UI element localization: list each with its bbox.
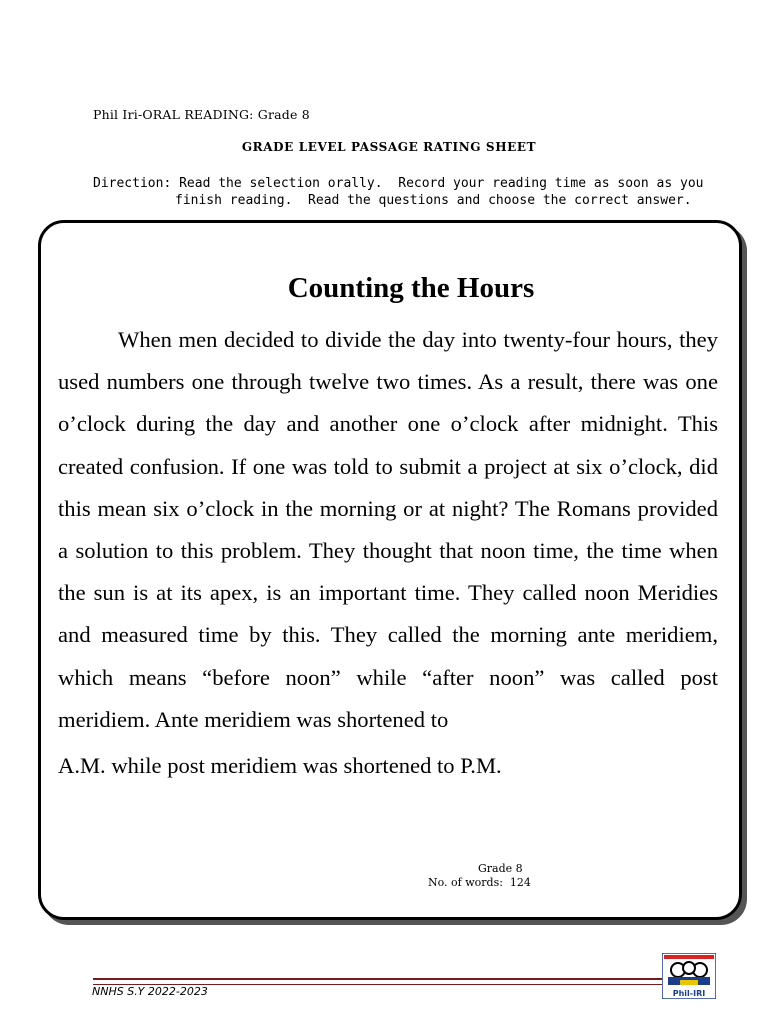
phil-iri-logo-icon — [662, 953, 716, 999]
logo-text: Phil-IRI — [672, 989, 706, 998]
passage-title: Counting the Hours — [287, 272, 535, 304]
passage-meta — [428, 862, 558, 890]
footer-school-year: NNHS S.Y 2022-2023 — [92, 985, 208, 998]
direction-line-1: Direction: Read the selection orally. Record your reading time as soon as you — [93, 176, 704, 191]
passage-last-line: A.M. while post meridiem was shortened to P.M. — [58, 753, 502, 779]
grade-label: Grade 8 — [478, 862, 523, 875]
sheet-title: GRADE LEVEL PASSAGE RATING SHEET — [241, 140, 537, 154]
passage-text — [58, 319, 718, 787]
direction — [93, 175, 703, 209]
direction-line-2: finish reading. Read the questions and choose the correct answer. — [175, 193, 692, 208]
footer-rule — [93, 978, 663, 985]
passage-body: When men decided to divide the day into twenty-four hours, they used numbers one through twelve two times. As a result, there was one o’clock during the day and another one o’clock after midnight. This created confusion. If one was told to submit a project at six o’clock, did this mean six o’clock in the morning or at night? The Romans provided a solution to this problem. They thought that noon time, the time when the sun is at its apex, is an important time. They called noon Meridies and measured time by this. They called the morning ante meridiem, which means “before noon” while “after noon” was called post meridiem. Ante meridiem was shortened to — [58, 327, 718, 732]
header-subject-line: Phil Iri-ORAL READING: Grade 8 — [93, 107, 310, 122]
word-count: No. of words: 124 — [428, 876, 531, 889]
